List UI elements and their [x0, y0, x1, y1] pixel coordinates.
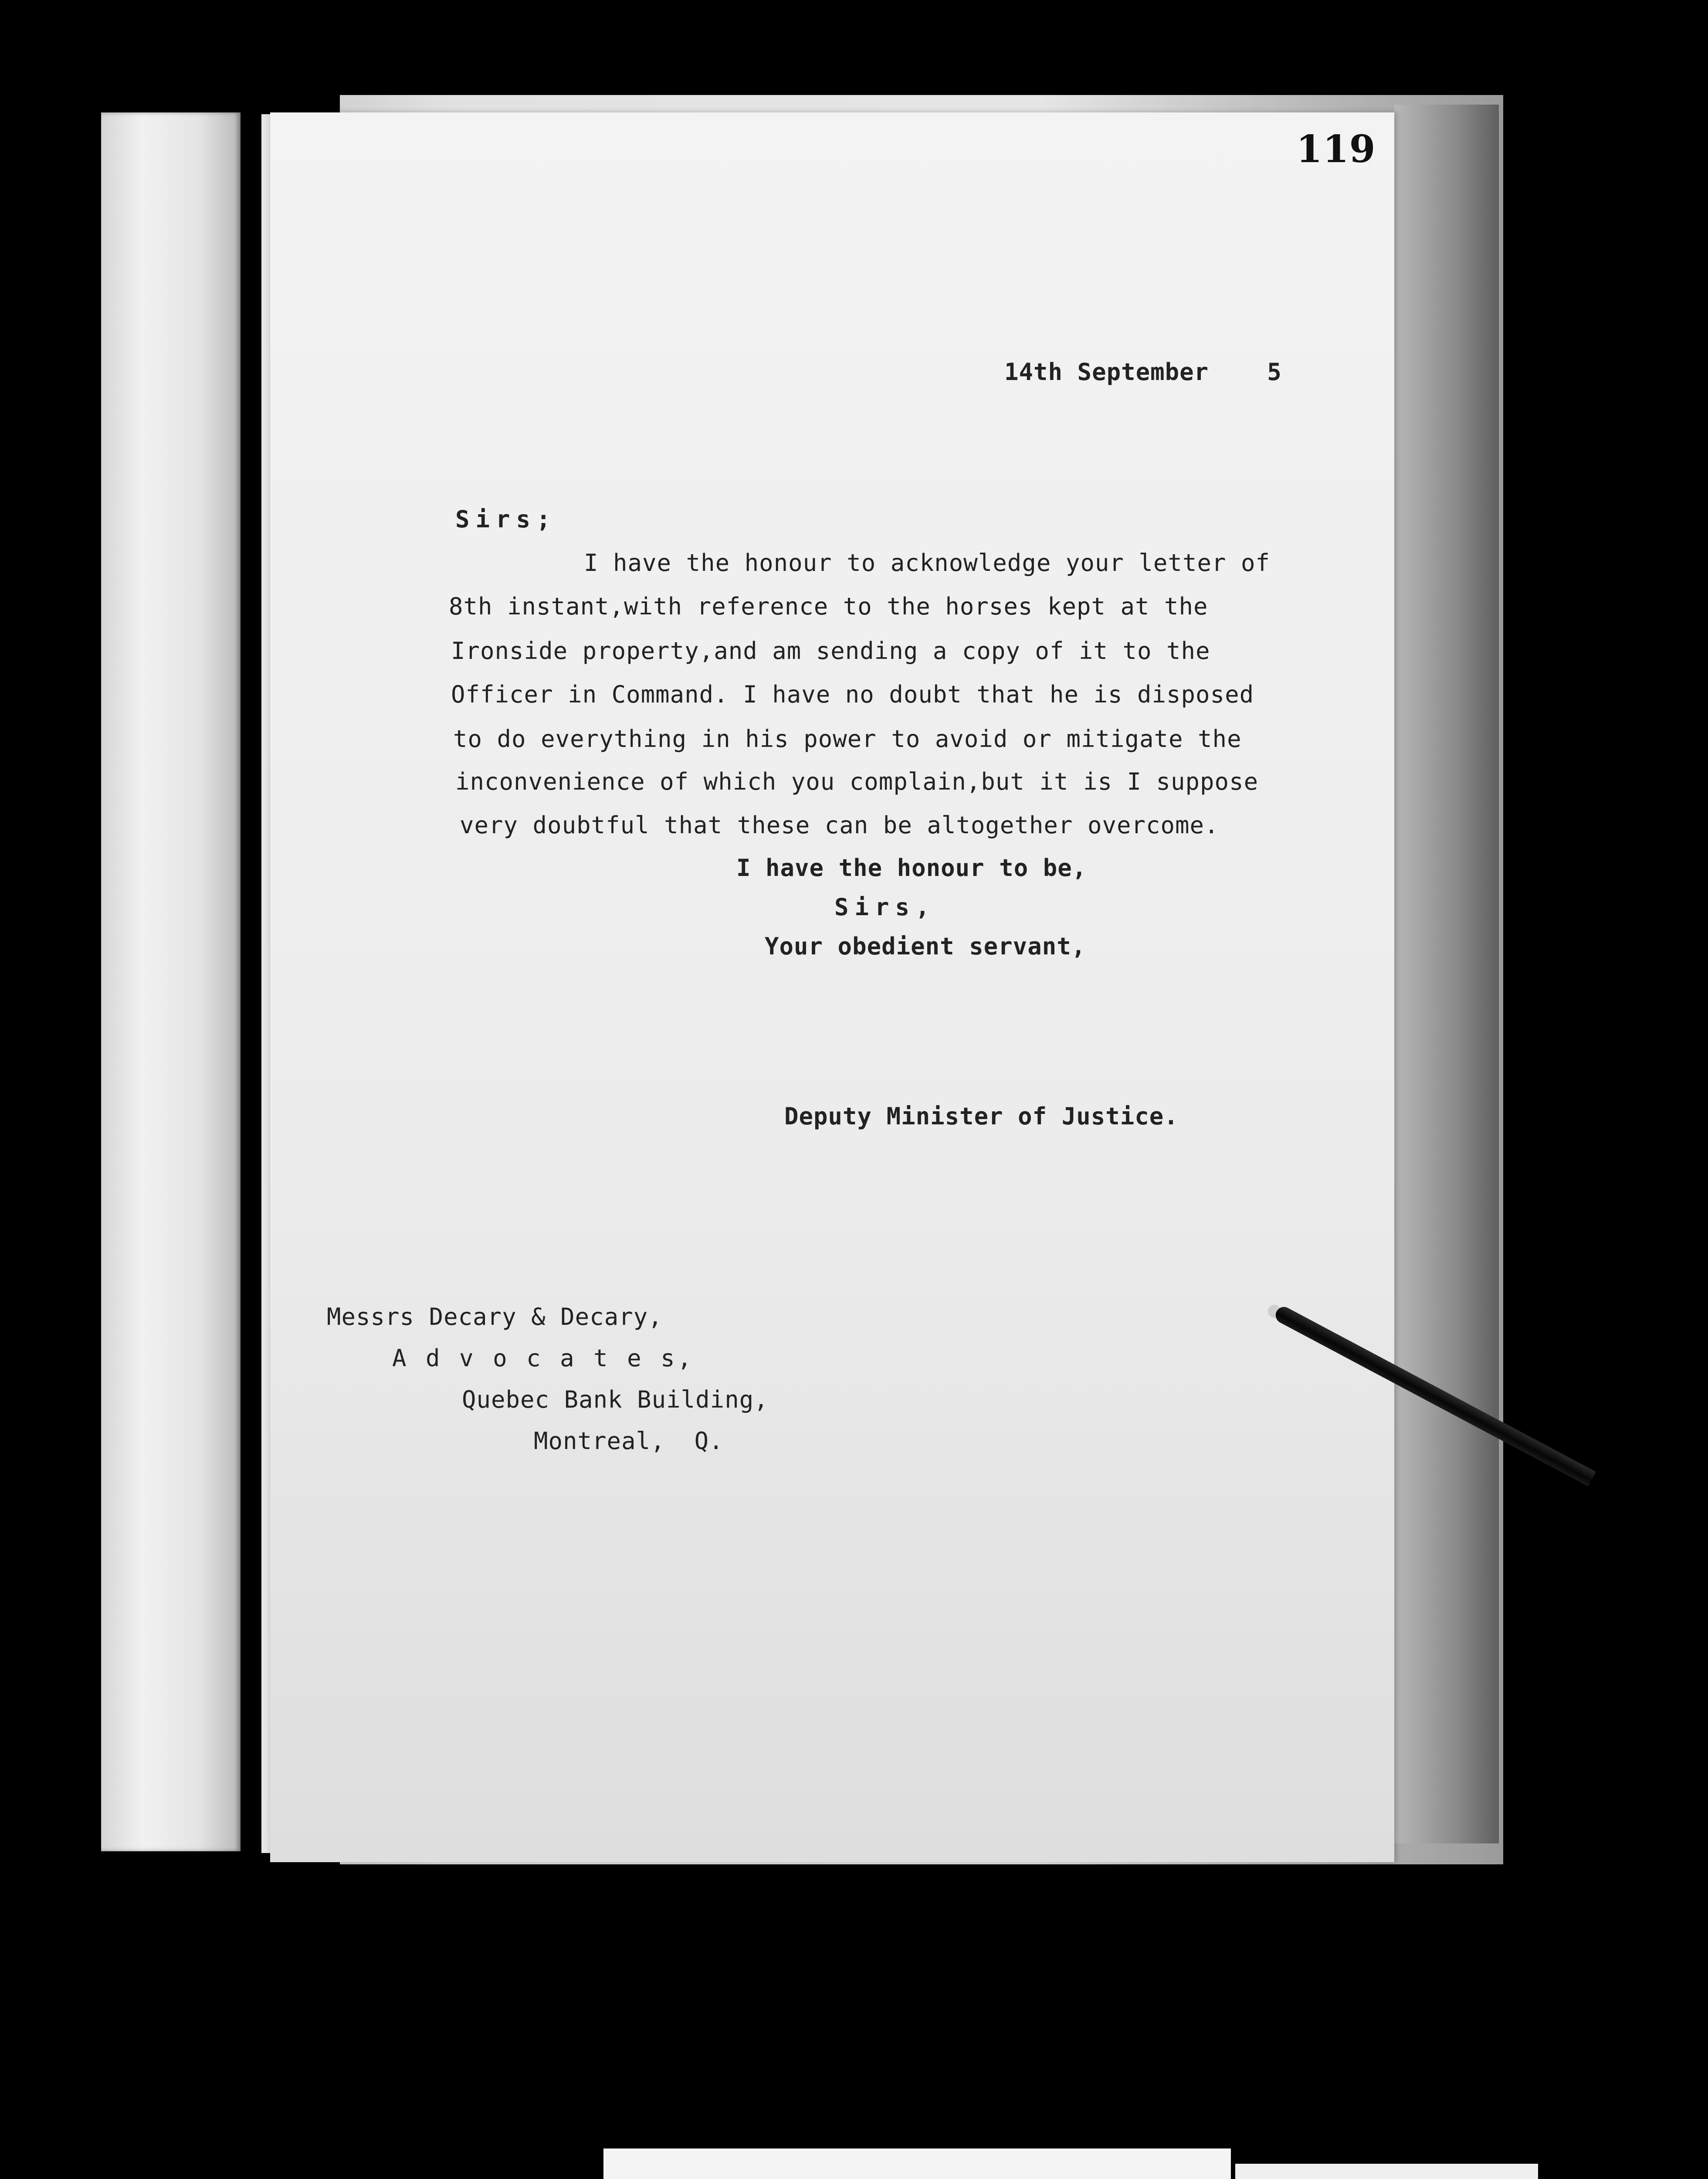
signature-title: Deputy Minister of Justice. — [784, 1103, 1179, 1130]
body-line: I have the honour to acknowledge your letter of — [584, 549, 1271, 577]
address-line: Quebec Bank Building, — [462, 1386, 769, 1413]
body-line: very doubtful that these can be altogether overcome. — [460, 811, 1219, 839]
body-line: 8th instant,with reference to the horses kept at the — [449, 593, 1208, 620]
body-line: Officer in Command. I have no doubt that he is disposed — [451, 681, 1254, 708]
backing-strip — [101, 112, 241, 1851]
address-line: Montreal, Q. — [534, 1427, 724, 1455]
closing-sirs: Sirs, — [834, 893, 936, 921]
address-line: Messrs Decary & Decary, — [327, 1303, 663, 1330]
body-line: Ironside property,and am sending a copy of it to the — [451, 637, 1210, 665]
letter-date: 14th September 5 — [1004, 358, 1282, 386]
body-line: inconvenience of which you complain,but it is I suppose — [455, 768, 1259, 795]
page-number: 119 — [1296, 127, 1376, 171]
closing-servant: Your obedient servant, — [765, 933, 1086, 960]
closing-line: I have the honour to be, — [736, 854, 1087, 882]
address-line: A d v o c a t e s, — [392, 1344, 695, 1372]
archive-reference-label — [603, 2148, 1231, 2179]
salutation: Sirs; — [455, 506, 557, 533]
body-line: to do everything in his power to avoid or mitigate the — [453, 725, 1242, 753]
rear-sheet-shadow — [1394, 105, 1499, 1843]
poor-copy-label — [1235, 2164, 1538, 2179]
